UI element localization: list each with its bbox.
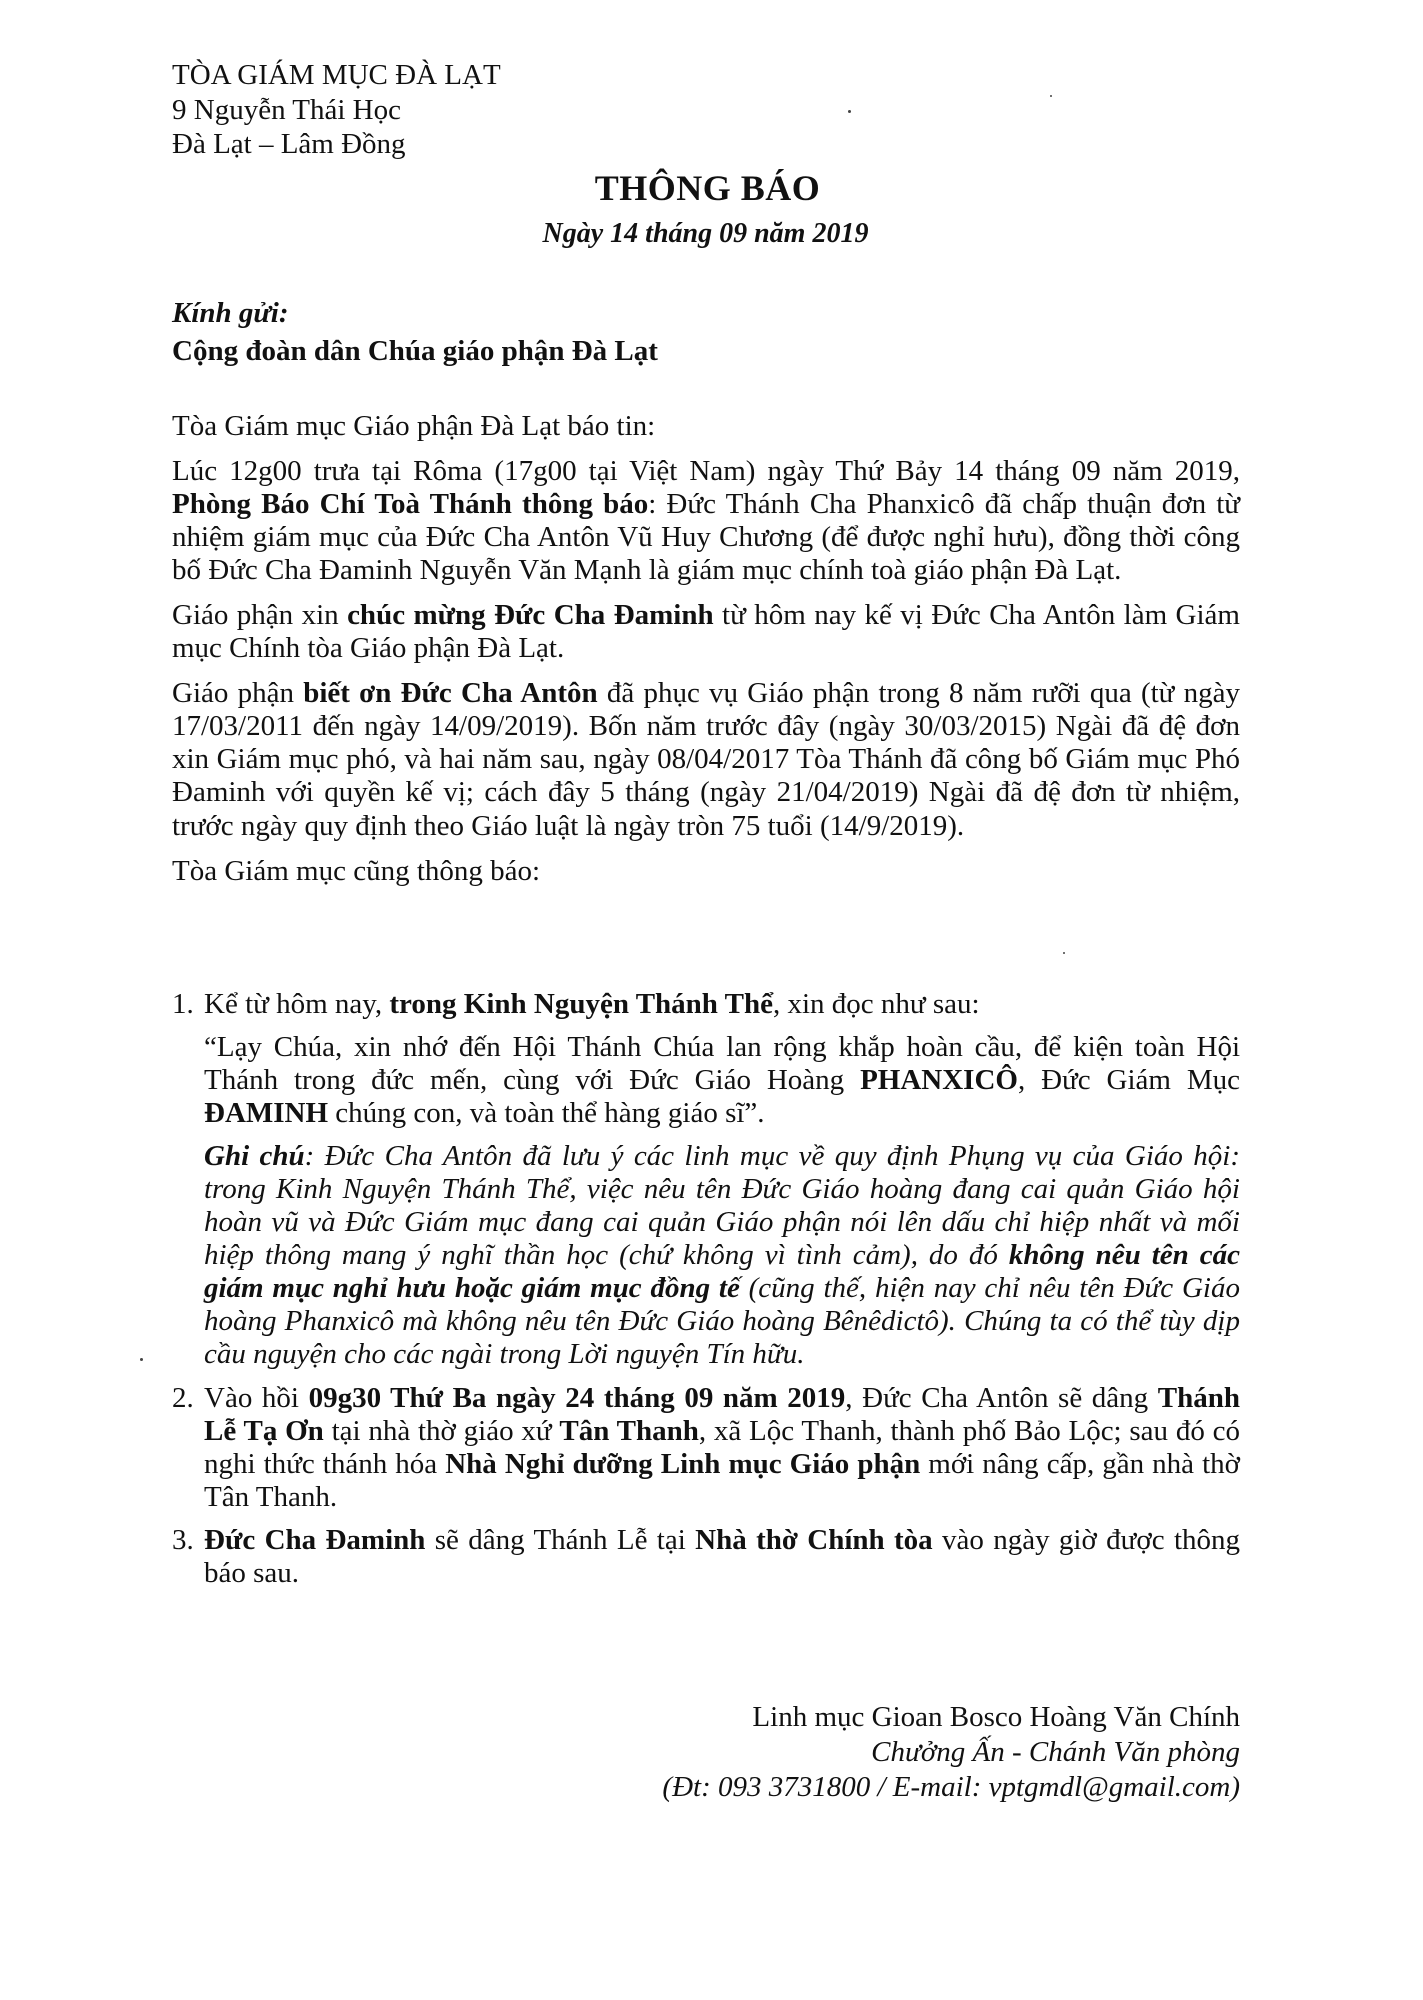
recipient-name: Cộng đoàn dân Chúa giáo phận Đà Lạt — [172, 334, 658, 367]
letterhead — [172, 58, 501, 162]
org-name: TÒA GIÁM MỤC ĐÀ LẠT — [172, 59, 501, 91]
item1-text-c: , xin đọc như sau: — [773, 988, 980, 1020]
note-bold: không nêu tên các giám mục nghỉ hưu hoặc giám mục đồng tế — [204, 1239, 1240, 1305]
item2-mass: Thánh Lễ Tạ Ơn — [204, 1381, 1240, 1447]
document-date — [0, 218, 1423, 250]
item2-date: 09g30 Thứ Ba ngày 24 tháng 09 năm 2019 — [308, 1381, 846, 1414]
date-text: Ngày 14 tháng 09 năm 2019 — [542, 218, 869, 249]
announcement-list — [172, 988, 1240, 1600]
list-item-body — [204, 988, 1240, 1372]
item2-parish: Tân Thanh — [559, 1414, 699, 1447]
signature-block — [662, 1700, 1240, 1804]
p3-text-a: Giáo phận — [172, 677, 304, 710]
note-text-d: (cũng thế, hiện nay chỉ nêu tên Đức Giáo hoàng Phanxicô mà không nêu tên Đức Giáo hoàng Bênêdictô). Chúng ta có thể tùy dịp cầu nguyện cho các ngài trong Lời nguyện Tín hữu. — [204, 1272, 1240, 1371]
quote-pope-name: PHANXICÔ — [860, 1064, 1018, 1097]
item3-cathedral: Nhà thờ Chính tòa — [695, 1523, 933, 1556]
signer-position: Chưởng Ấn - Chánh Văn phòng — [871, 1735, 1240, 1768]
scan-speck — [1063, 952, 1065, 954]
list-item — [172, 1524, 1240, 1590]
list-item-body — [204, 1524, 1240, 1590]
org-city: Đà Lạt – Lâm Đồng — [172, 128, 406, 160]
item1-intro — [204, 988, 1240, 1021]
p2-text-c: từ hôm nay kế vị Đức Cha Antôn làm Giám mục Chính tòa Giáo phận Đà Lạt. — [172, 599, 1240, 665]
signer-name: Linh mục Gioan Bosco Hoàng Văn Chính — [752, 1701, 1240, 1733]
paragraph-gratitude — [172, 677, 1240, 842]
intro-paragraph: Tòa Giám mục Giáo phận Đà Lạt báo tin: — [172, 410, 656, 442]
document-title — [0, 168, 1423, 209]
quote-text-e: chúng con, và toàn thể hàng giáo sĩ”. — [328, 1097, 765, 1130]
scan-speck — [848, 110, 851, 113]
item2-text-g: , xã Lộc Thanh, thành phố Bảo Lộc; sau đó có nghi thức thánh hóa — [204, 1414, 1240, 1480]
list-number: 1. — [172, 988, 194, 1020]
paragraph-congratulation — [172, 599, 1240, 665]
list-number: 3. — [172, 1523, 194, 1556]
scan-speck — [1050, 95, 1052, 97]
item2-text-c: , Đức Cha Antôn sẽ dâng — [845, 1381, 1158, 1414]
list-number: 2. — [172, 1381, 194, 1414]
paragraph-announcement — [172, 455, 1240, 587]
recipient-block — [172, 295, 658, 370]
item1-bold: trong Kinh Nguyện Thánh Thể — [389, 988, 773, 1020]
quote-text-a: “Lạy Chúa, xin nhớ đến Hội Thánh Chúa lan rộng khắp hoàn cầu, để kiện toàn Hội Thánh trong đức mến, cùng với Đức Giáo Hoàng — [204, 1031, 1240, 1097]
note-label: Ghi chú — [204, 1140, 305, 1173]
title-text: THÔNG BÁO — [594, 168, 821, 208]
item2-text-e: tại nhà thờ giáo xứ — [323, 1414, 560, 1447]
paragraph-also-announce: Tòa Giám mục cũng thông báo: — [172, 854, 541, 887]
p1-text-c: : Đức Thánh Cha Phanxicô đã chấp thuận đơn từ nhiệm giám mục của Đức Cha Antôn Vũ Huy Chương (để được nghỉ hưu), đồng thời công bố Đức Cha Đaminh Nguyễn Văn Mạnh là giám mục chính toà giáo phận Đà Lạt. — [172, 488, 1240, 587]
list-item — [172, 988, 1240, 1372]
p1-text-a: Lúc 12g00 trưa tại Rôma (17g00 tại Việt Nam) ngày Thứ Bảy 14 tháng 09 năm 2019, — [172, 455, 1240, 488]
item2-text-a: Vào hồi — [204, 1381, 309, 1414]
signer-contact: (Đt: 093 3731800 / E-mail: vptgmdl@gmail.com) — [662, 1770, 1240, 1803]
letter-body — [172, 410, 1240, 900]
item3-bishop: Đức Cha Đaminh — [204, 1523, 426, 1556]
item2-house: Nhà Nghỉ dưỡng Linh mục Giáo phận — [445, 1447, 921, 1480]
org-street: 9 Nguyễn Thái Học — [172, 93, 401, 126]
quote-bishop-name: ĐAMINH — [204, 1097, 329, 1130]
prayer-quote — [204, 1031, 1240, 1130]
item3-text-b: sẽ dâng Thánh Lễ tại — [425, 1523, 696, 1556]
p3-bold: biết ơn Đức Cha Antôn — [303, 677, 598, 710]
p2-bold: chúc mừng Đức Cha Đaminh — [347, 599, 714, 632]
item1-text-a: Kể từ hôm nay, — [204, 988, 390, 1020]
note-paragraph — [204, 1140, 1240, 1371]
p1-bold: Phòng Báo Chí Toà Thánh thông báo — [172, 488, 649, 521]
list-item-body — [204, 1382, 1240, 1514]
p3-text-c: đã phục vụ Giáo phận trong 8 năm rưỡi qua (từ ngày 17/03/2011 đến ngày 14/09/2019). Bốn năm trước đây (ngày 30/03/2015) Ngài đã đệ đơn xin Giám mục phó, và hai năm sau, ngày 08/04/2017 Tòa Thánh đã công bố Giám mục Phó Đaminh với quyền kế vị; cách đây 5 tháng (ngày 21/04/2019) Ngài đã đệ đơn từ nhiệm, trước ngày quy định theo Giáo luật là ngày tròn 75 tuổi (14/9/2019). — [172, 677, 1240, 842]
p2-text-a: Giáo phận xin — [172, 599, 348, 632]
item2-text-i: mới nâng cấp, gần nhà thờ Tân Thanh. — [204, 1447, 1240, 1513]
quote-text-c: , Đức Giám Mục — [1017, 1064, 1240, 1097]
list-item — [172, 1382, 1240, 1514]
salutation: Kính gửi: — [172, 297, 289, 329]
note-text-b: : Đức Cha Antôn đã lưu ý các linh mục về quy định Phụng vụ của Giáo hội: trong Kinh Nguyện Thánh Thể, việc nêu tên Đức Giáo hoàng đang cai quản Giáo hội hoàn vũ và Đức Giám mục đang cai quản Giáo phận nói lên dấu chỉ hiệp nhất và mối hiệp thông mang ý nghĩ thần học (chứ không vì tình cảm), do đó — [204, 1140, 1240, 1272]
scan-speck — [140, 1358, 143, 1361]
item3-text-d: vào ngày giờ được thông báo sau. — [204, 1523, 1241, 1589]
